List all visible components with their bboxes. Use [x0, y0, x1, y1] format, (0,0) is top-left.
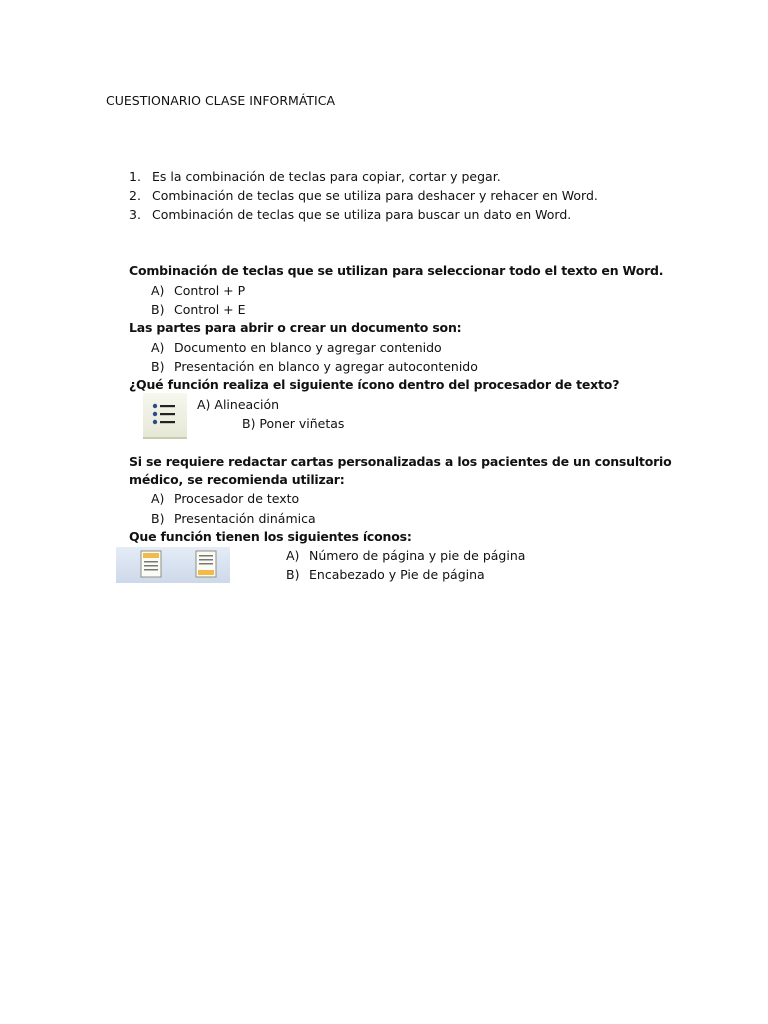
option-label: B)	[151, 359, 165, 374]
question-icons-function: Que función tienen los siguientes íconos:	[129, 529, 412, 544]
option-text: Procesador de texto	[174, 491, 300, 506]
footer-icon	[196, 551, 216, 577]
option-a	[151, 491, 299, 506]
question-icon-function: ¿Qué función realiza el siguiente ícono dentro del procesador de texto?	[129, 377, 620, 392]
option-text: Presentación en blanco y agregar autocontenido	[174, 359, 478, 374]
option-b	[151, 302, 246, 317]
option-text: Control + P	[174, 283, 246, 298]
question-select-all: Combinación de teclas que se utilizan para seleccionar todo el texto en Word.	[129, 263, 664, 278]
option-label: A)	[151, 283, 165, 298]
option-text: Encabezado y Pie de página	[309, 567, 485, 582]
document-title: CUESTIONARIO CLASE INFORMÁTICA	[106, 93, 336, 108]
question-number: 2.	[129, 188, 141, 203]
numbered-question-2	[129, 188, 598, 203]
question-text: Es la combinación de teclas para copiar, cortar y pegar.	[152, 169, 501, 184]
option-b	[286, 567, 485, 582]
option-label: B)	[151, 302, 165, 317]
bullet-list-icon-graphic	[143, 393, 187, 437]
numbered-question-1	[129, 169, 501, 184]
bullet-list-icon	[143, 393, 187, 439]
question-number: 1.	[129, 169, 141, 184]
question-text: Combinación de teclas que se utiliza para buscar un dato en Word.	[152, 207, 572, 222]
header-icon	[141, 551, 161, 577]
option-a	[151, 283, 245, 298]
header-footer-icons-strip	[116, 547, 230, 583]
question-letters-line-1: Si se requiere redactar cartas personalizadas a los pacientes de un consultorio	[129, 454, 672, 469]
option-label: B)	[286, 567, 300, 582]
option-text: Documento en blanco y agregar contenido	[174, 340, 442, 355]
option-label: A)	[151, 340, 165, 355]
option-text: Número de página y pie de página	[309, 548, 526, 563]
numbered-question-3	[129, 207, 571, 222]
option-a: A) Alineación	[197, 397, 280, 412]
question-letters-line-2: médico, se recomienda utilizar:	[129, 472, 345, 487]
option-label: B)	[151, 511, 165, 526]
option-label: A)	[151, 491, 165, 506]
option-b: B) Poner viñetas	[242, 416, 345, 431]
option-b	[151, 359, 478, 374]
option-text: Presentación dinámica	[174, 511, 316, 526]
option-a	[286, 548, 525, 563]
option-text: Control + E	[174, 302, 246, 317]
question-open-document: Las partes para abrir o crear un documento son:	[129, 320, 462, 335]
option-a	[151, 340, 442, 355]
option-b	[151, 511, 316, 526]
header-footer-icons-graphic	[116, 547, 230, 583]
question-number: 3.	[129, 207, 141, 222]
option-label: A)	[286, 548, 300, 563]
question-text: Combinación de teclas que se utiliza para deshacer y rehacer en Word.	[152, 188, 598, 203]
